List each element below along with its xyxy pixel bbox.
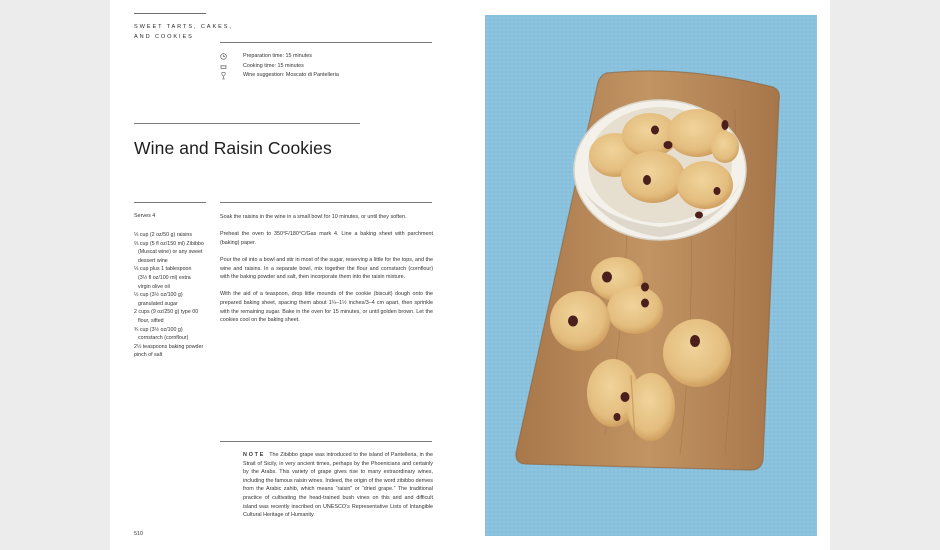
ingredient-text: ⅔ cup (5 fl oz/150 ml) Zibibbo [134, 240, 204, 247]
wine-suggestion-row [218, 71, 339, 81]
recipe-meta [218, 52, 339, 81]
ingredient-item [134, 265, 210, 291]
ingredient-text: ¾ cup (3½ oz/100 g) [134, 326, 183, 333]
section-label-line-1: SWEET TARTS, CAKES, [134, 24, 233, 30]
method-step: Soak the raisins in the wine in a small bowl for 10 minutes, or until they soften. [220, 214, 407, 220]
cookie [663, 319, 731, 387]
cookie [621, 151, 685, 203]
method-text [220, 213, 433, 333]
ingredient-continuation: cornstarch (cornflour) [138, 335, 189, 342]
meta-rule [220, 42, 432, 43]
ingredient-item [134, 308, 210, 325]
method-step: With the aid of a teaspoon, drop little mounds of the cookie (biscuit) dough onto the prepared baking sheet, spacing them about 1¼–1½ inches/3–4 cm apart, then sprinkle with the remaining sugar. Bake in the oven for 15 minutes, or until golden brown. Let the cookies cool on the baking sheet. [220, 291, 433, 324]
ingredient-text: ½ cup (3½ oz/100 g) [134, 292, 183, 299]
cookies-photo-illustration [485, 15, 817, 536]
cookie [550, 291, 610, 351]
ingredient-text: ⅓ cup plus 1 tablespoon [134, 266, 192, 273]
method-rule [220, 202, 432, 203]
recipe-title: Wine and Raisin Cookies [134, 138, 332, 158]
note [243, 451, 433, 520]
section-label [134, 23, 254, 42]
section-label-line-2: AND COOKIES [134, 33, 194, 40]
method-step: Pour the oil into a bowl and stir in most of the sugar, reserving a little for the tops, and the wine and raisins. In a separate bowl, mix together the flour and cornstarch (cornflour) with the baking powder and salt, then incorporate them into the raisin mixture. [220, 256, 433, 281]
ingredient-continuation: virgin olive oil [138, 283, 170, 290]
ingredient-text: ⅓ cup (2 oz/50 g) raisins [134, 232, 192, 238]
section-rule [134, 13, 206, 14]
ingredient-item [134, 343, 210, 352]
preparation-time-row [218, 52, 339, 62]
book-page-spread [110, 0, 830, 550]
ingredients-rule [134, 202, 206, 203]
ingredient-item [134, 231, 210, 240]
ingredient-continuation: (3½ fl oz/100 ml) extra [138, 274, 191, 281]
preparation-time: Preparation time: 15 minutes [243, 53, 312, 59]
ingredient-continuation: granulated sugar [138, 300, 178, 307]
wine-suggestion: Wine suggestion: Moscato di Pantelleria [243, 72, 339, 79]
ingredient-item [134, 240, 210, 266]
ingredient-text: 2½ teaspoons baking powder [134, 343, 204, 350]
title-rule [134, 123, 360, 124]
cookie [711, 131, 739, 163]
method-step: Preheat the oven to 350°F/180°C/Gas mark 4. Line a baking sheet with parchment (baking) paper. [220, 231, 433, 246]
cookie [677, 161, 733, 209]
cooking-time: Cooking time: 15 minutes [243, 62, 304, 69]
cooking-time-row [218, 62, 339, 72]
serves: Serves 4 [134, 213, 156, 219]
clock-icon [218, 53, 229, 60]
page-number: 510 [134, 531, 143, 537]
ingredient-item [134, 351, 210, 360]
cookie [607, 286, 663, 334]
ingredient-continuation: (Muscat wine) or any sweet [138, 249, 203, 256]
wine-glass-icon [218, 72, 229, 80]
cooking-pot-icon [218, 63, 229, 70]
ingredient-continuation: dessert wine [138, 257, 168, 264]
ingredient-item [134, 291, 210, 308]
ingredient-item [134, 326, 210, 343]
ingredients-list [134, 231, 210, 360]
ingredient-text: 2 cups (9 oz/250 g) type 00 [134, 309, 199, 316]
note-label: NOTE [243, 452, 266, 458]
ingredient-text: pinch of salt [134, 352, 163, 359]
cookies-photo [485, 15, 817, 536]
note-text: The Zibibbo grape was introduced to the island of Pantelleria, in the Strait of Sicily, in very ancient times, perhaps by the Phoenicians and certainly by the Arabs. This variety of grape gives rise to many extraordinary wines, including the famous raisin wines. Indeed, the origin of the word zibibbo derives from the Arabic zahib, which means “raisin” or “dried grape.” The traditional practice of cultivating the head-trained bush vines on this arid and difficult island was recently inscribed on UNESCO’s Representative Lists of Intangible Cultural Heritage of Humanity. [243, 452, 433, 519]
note-rule [220, 441, 432, 442]
ingredient-continuation: flour, sifted [138, 317, 164, 324]
